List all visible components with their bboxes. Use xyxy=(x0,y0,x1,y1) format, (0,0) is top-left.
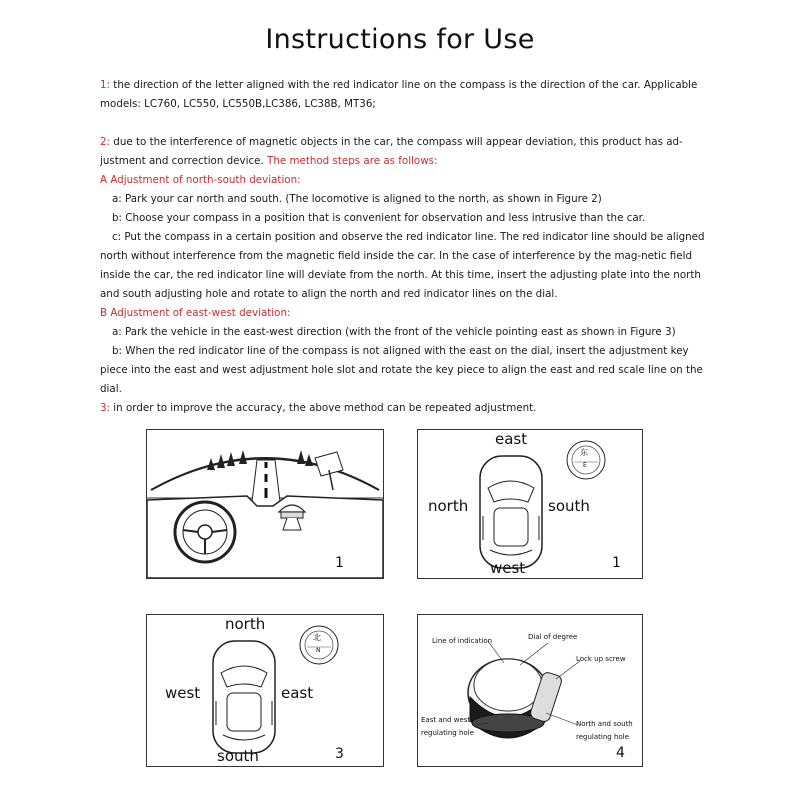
subsection-b-heading: B Adjustment of east-west deviation: xyxy=(100,307,291,319)
figure-2-number: 1 xyxy=(612,555,621,571)
method-steps-heading: The method steps are as follows: xyxy=(267,155,438,167)
subsection-a-heading: A Adjustment of north-south deviation: xyxy=(100,174,301,186)
figure-4-number: 4 xyxy=(616,745,625,761)
section-2 xyxy=(100,133,705,418)
callout-north-south-line1: North and south xyxy=(576,720,633,728)
subsection-a-item-a: a: Park your car north and south. (The locomotive is aligned to the north, as shown in Figure 2) xyxy=(112,193,602,205)
callout-lock-up-screw: Lock up screw xyxy=(576,655,626,663)
figure-3-dial-en: N xyxy=(316,647,321,654)
figure-2-east-orientation xyxy=(417,429,643,579)
figure-2-label-left: north xyxy=(428,497,469,515)
figure-2-dial-cn: 东 xyxy=(580,448,588,457)
page-title: Instructions for Use xyxy=(265,24,535,55)
section-2-text: due to the interference of magnetic objects in the car, the compass will appear deviation, this product has ad-justment and correction device. xyxy=(100,136,683,167)
section-2-number: 2: xyxy=(100,136,111,148)
section-3-text: in order to improve the accuracy, the above method can be repeated adjustment. xyxy=(110,402,537,414)
figure-2-dial-en: E xyxy=(583,462,587,469)
figure-3-label-top: north xyxy=(225,615,266,633)
section-3-number: 3: xyxy=(100,402,111,414)
callout-north-south-line2: regulating hole xyxy=(576,733,629,741)
callout-dial-of-degree: Dial of degree xyxy=(528,633,578,641)
subsection-b-item-a: a: Park the vehicle in the east-west direction (with the front of the vehicle pointing east as shown in Figure 3) xyxy=(112,326,676,338)
subsection-b-item-b: b: When the red indicator line of the compass is not aligned with the east on the dial, insert the adjustment key piece into the east and west adjustment hole slot and rotate the key piece to align the east and red scale line on the dial. xyxy=(100,345,703,395)
section-1-text: the direction of the letter aligned with the red indicator line on the compass is the direction of the car. Applicable models: LC760, LC550, LC550B,LC386, LC38B, MT36; xyxy=(100,79,698,110)
figure-2-label-bottom: west xyxy=(490,559,526,577)
callout-east-west-line2: regulating hole xyxy=(421,729,474,737)
callout-east-west-line1: East and west xyxy=(421,716,471,724)
figure-4-compass-parts xyxy=(417,614,643,767)
figure-2-label-right: south xyxy=(548,497,590,515)
subsection-a-item-b: b: Choose your compass in a position that is convenient for observation and less intrusive than the car. xyxy=(112,212,646,224)
figure-3-number: 3 xyxy=(335,746,344,762)
callout-line-of-indication: Line of indication xyxy=(432,637,493,645)
road-view-illustration xyxy=(147,430,383,578)
figure-2-label-top: east xyxy=(495,430,528,448)
section-1 xyxy=(100,76,705,114)
figure-3-dial-cn: 北 xyxy=(313,633,321,642)
figure-1-number: 1 xyxy=(335,555,344,571)
figure-3-label-right: east xyxy=(281,684,314,702)
figure-3-label-bottom: south xyxy=(217,747,259,765)
figure-1-road-view xyxy=(146,429,384,579)
subsection-a-item-c: c: Put the compass in a certain position and observe the red indicator line. The red indicator line should be aligned north without interference from the magnetic field inside the car. In the case of interference by the mag-netic field inside the car, the red indicator line will deviate from the north. At this time, insert the adjusting plate into the north and south adjusting hole and rotate to align the north and red indicator lines on the dial. xyxy=(100,231,705,300)
figure-3-north-orientation xyxy=(146,614,384,767)
section-1-number: 1: xyxy=(100,79,111,91)
figure-3-label-left: west xyxy=(165,684,201,702)
